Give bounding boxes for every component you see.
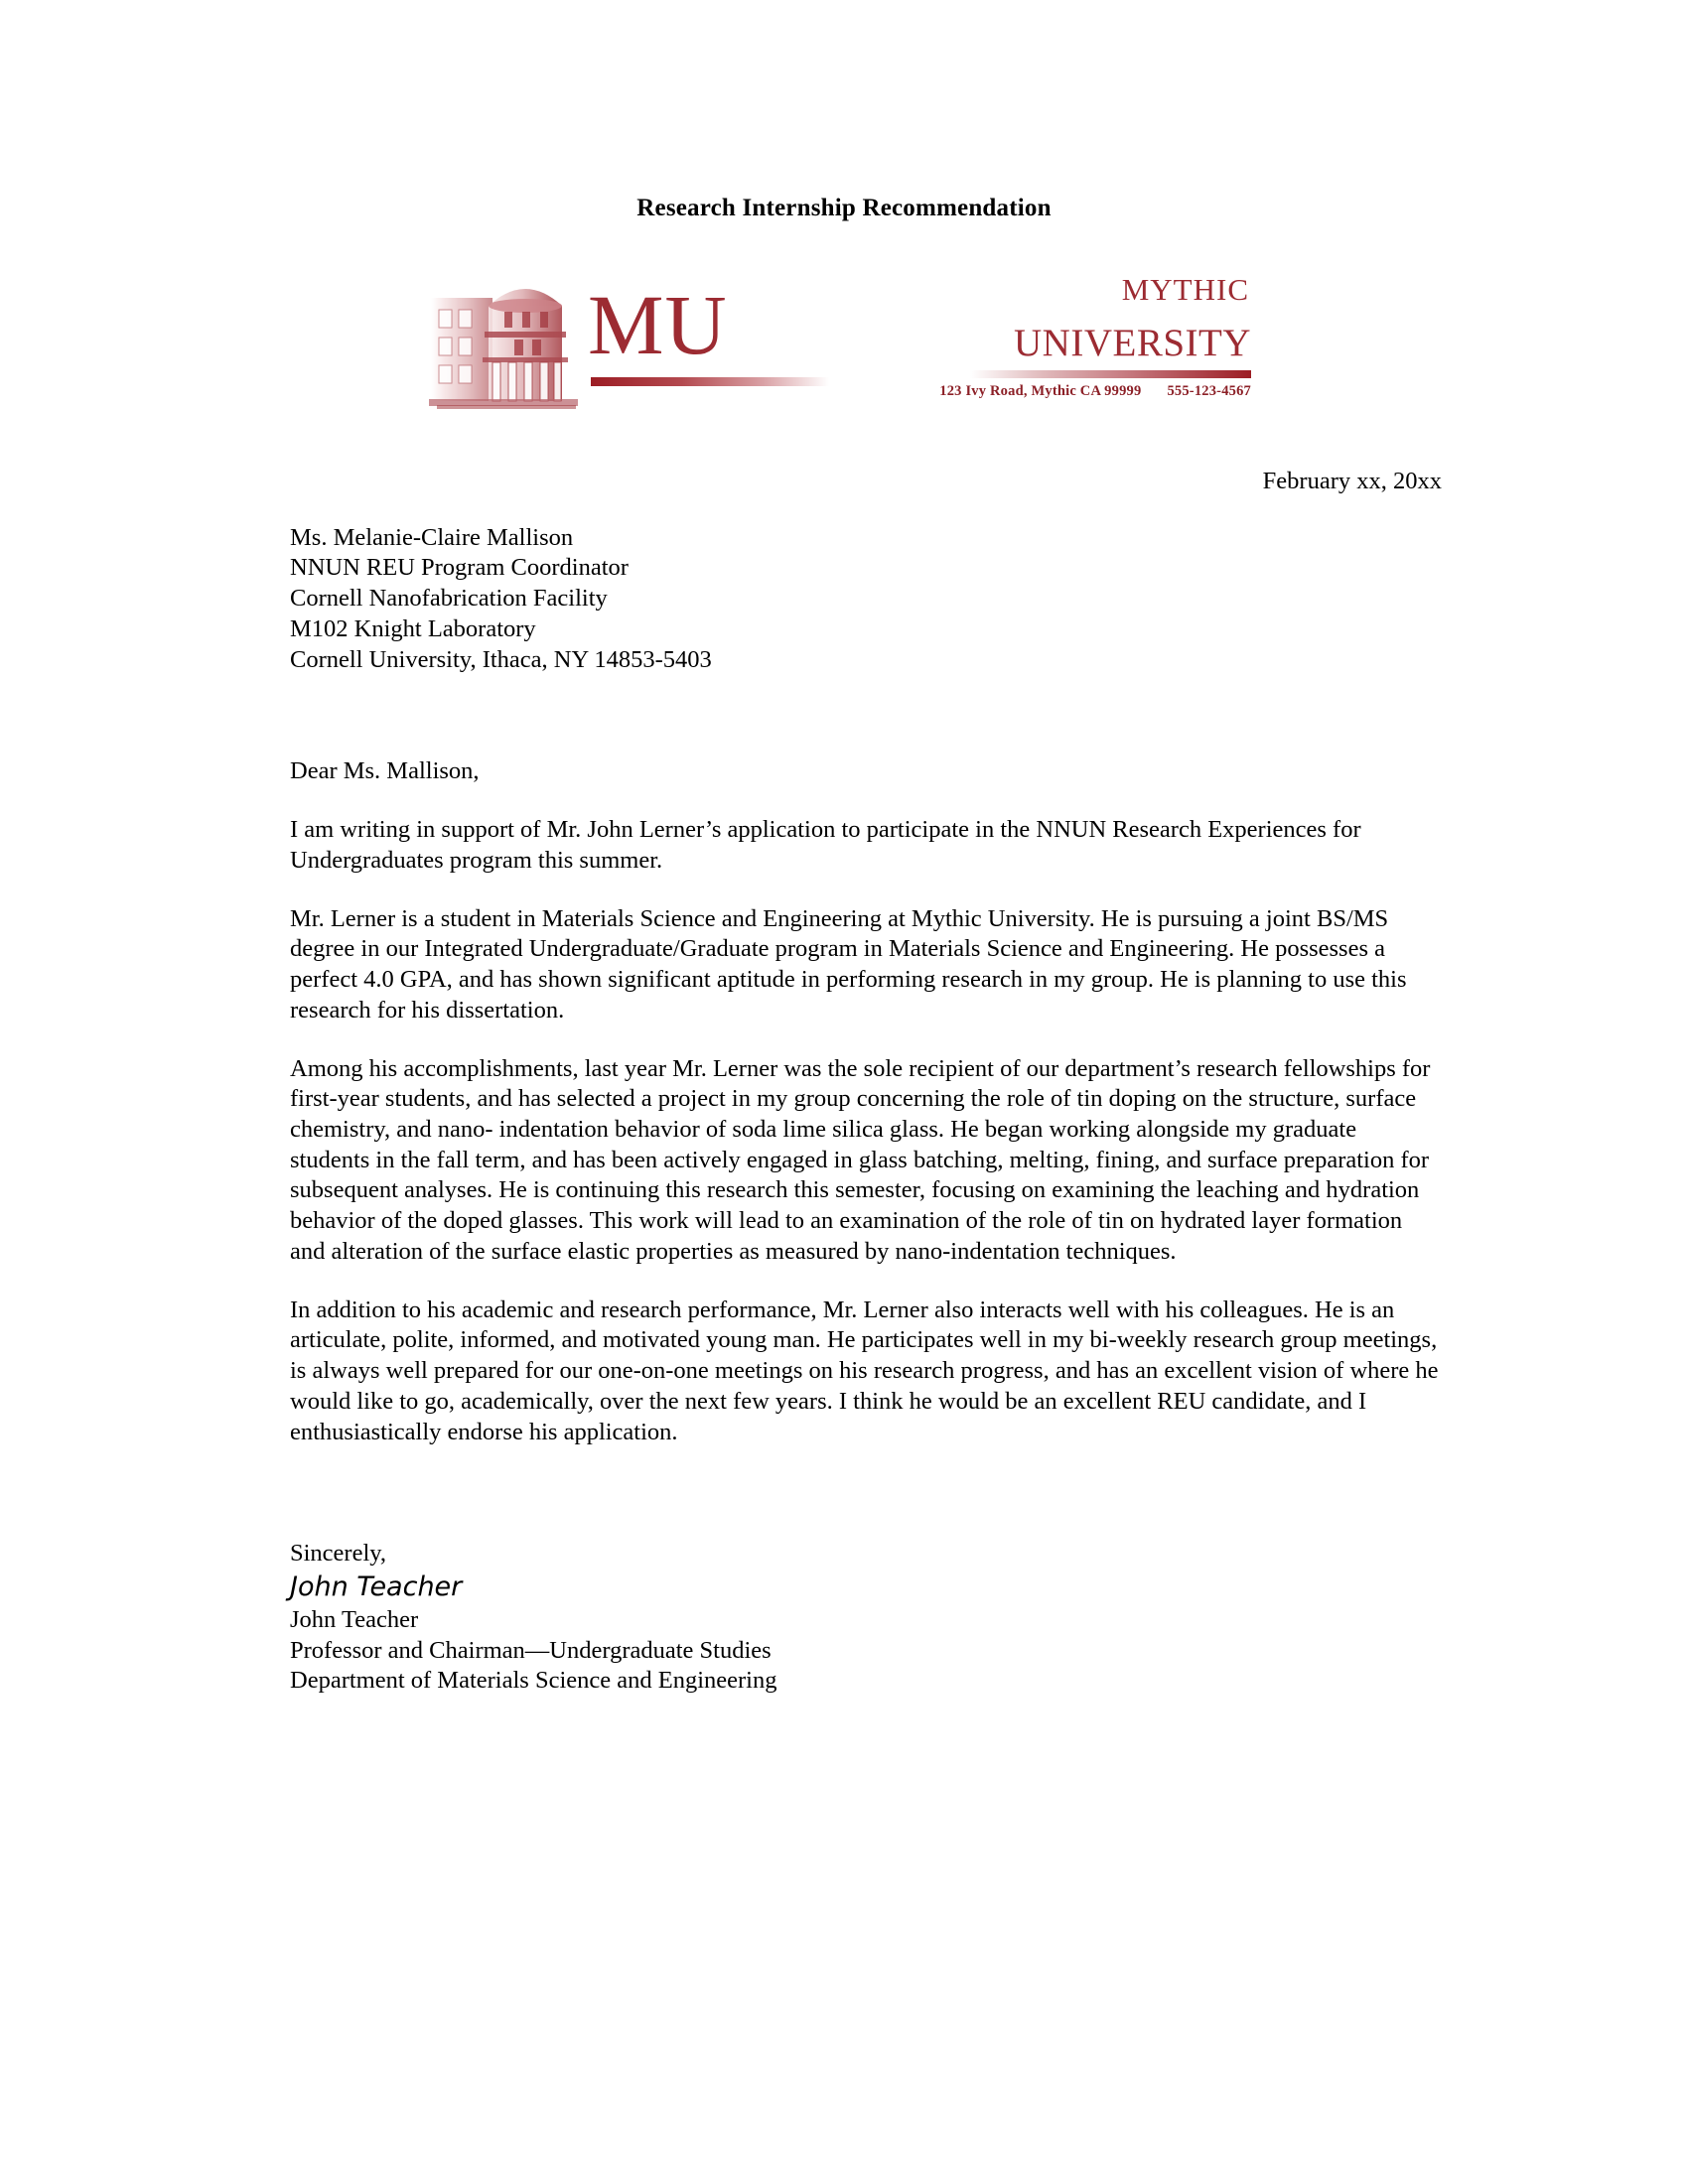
letterhead-contact-line [824, 383, 1251, 400]
body-paragraph: In addition to his academic and research performance, Mr. Lerner also interacts well with his colleagues. He is an articulate, polite, informed, and motivated young man. He participates well in my bi-weekly research group meetings, is always well prepared for our one-on-one meetings on his research progress, and has an excellent vision of where he would like to go, academically, over the next few years. I think he would be an excellent REU candidate, and I enthusiastically endorse his application. [290, 1296, 1439, 1445]
university-name-line2: university [1014, 307, 1251, 367]
mu-rule-bar [591, 377, 829, 386]
page-title: Research Internship Recommendation [636, 195, 1052, 221]
recipient-line: Cornell Nanofabrication Facility [290, 585, 608, 613]
recipient-line: M102 Knight Laboratory [290, 614, 536, 642]
recipient-line: NNUN REU Program Coordinator [290, 554, 629, 582]
salutation: Dear Ms. Mallison, [290, 757, 480, 785]
letterhead-address: 123 Ivy Road, Mythic CA 99999 [939, 383, 1142, 399]
university-building-icon [427, 270, 586, 409]
signature: John Teacher [290, 1571, 463, 1603]
letterhead [427, 260, 1251, 419]
recipient-line: Ms. Melanie-Claire Mallison [290, 523, 574, 551]
signer-title: Professor and Chairman—Undergraduate Studies [290, 1636, 772, 1664]
body-paragraph: I am writing in support of Mr. John Lerner’s application to participate in the NNUN Research Experiences for Undergraduates program this summer. [290, 816, 1361, 874]
recipient-line: Cornell University, Ithaca, NY 14853-5403 [290, 645, 712, 673]
mu-monogram: MU [588, 277, 728, 372]
mythic-university-lockup [824, 261, 1251, 413]
mythic-rule-bar [970, 370, 1251, 378]
letter-body [290, 467, 1442, 1697]
mu-logo-lockup [427, 260, 824, 419]
university-name-line1: mythic [1121, 261, 1249, 310]
body-paragraph: Among his accomplishments, last year Mr. Lerner was the sole recipient of our department’s research fellowships for first-year students, and has selected a project in my group concerning the role of tin doping on the structure, surface chemistry, and nano- indentation behavior of soda lime silica glass. He began working alongside my graduate students in the fall term, and has been actively engaged in glass batching, melting, fining, and surface preparation for subsequent analyses. He is continuing this research this semester, focusing on examining the leaching and hydration behavior of the doped glasses. This work will lead to an examination of the role of tin on hydrated layer formation and alteration of the surface elastic properties as measured by nano-indentation techniques. [290, 1054, 1431, 1265]
signature-block [290, 1539, 1442, 1697]
signer-name: John Teacher [290, 1605, 419, 1633]
letter-date: February xx, 20xx [1262, 468, 1442, 494]
signer-department: Department of Materials Science and Engineering [290, 1667, 777, 1695]
closing-salutation: Sincerely, [290, 1540, 387, 1568]
letterhead-phone: 555-123-4567 [1167, 383, 1251, 399]
recipient-address-block [290, 523, 1442, 676]
body-paragraph: Mr. Lerner is a student in Materials Science and Engineering at Mythic University. He is pursuing a joint BS/MS degree in our Integrated Undergraduate/Graduate program in Materials Science and Engineering. He possesses a perfect 4.0 GPA, and has shown significant aptitude in performing research in my group. He is planning to use this research for his dissertation. [290, 904, 1407, 1024]
